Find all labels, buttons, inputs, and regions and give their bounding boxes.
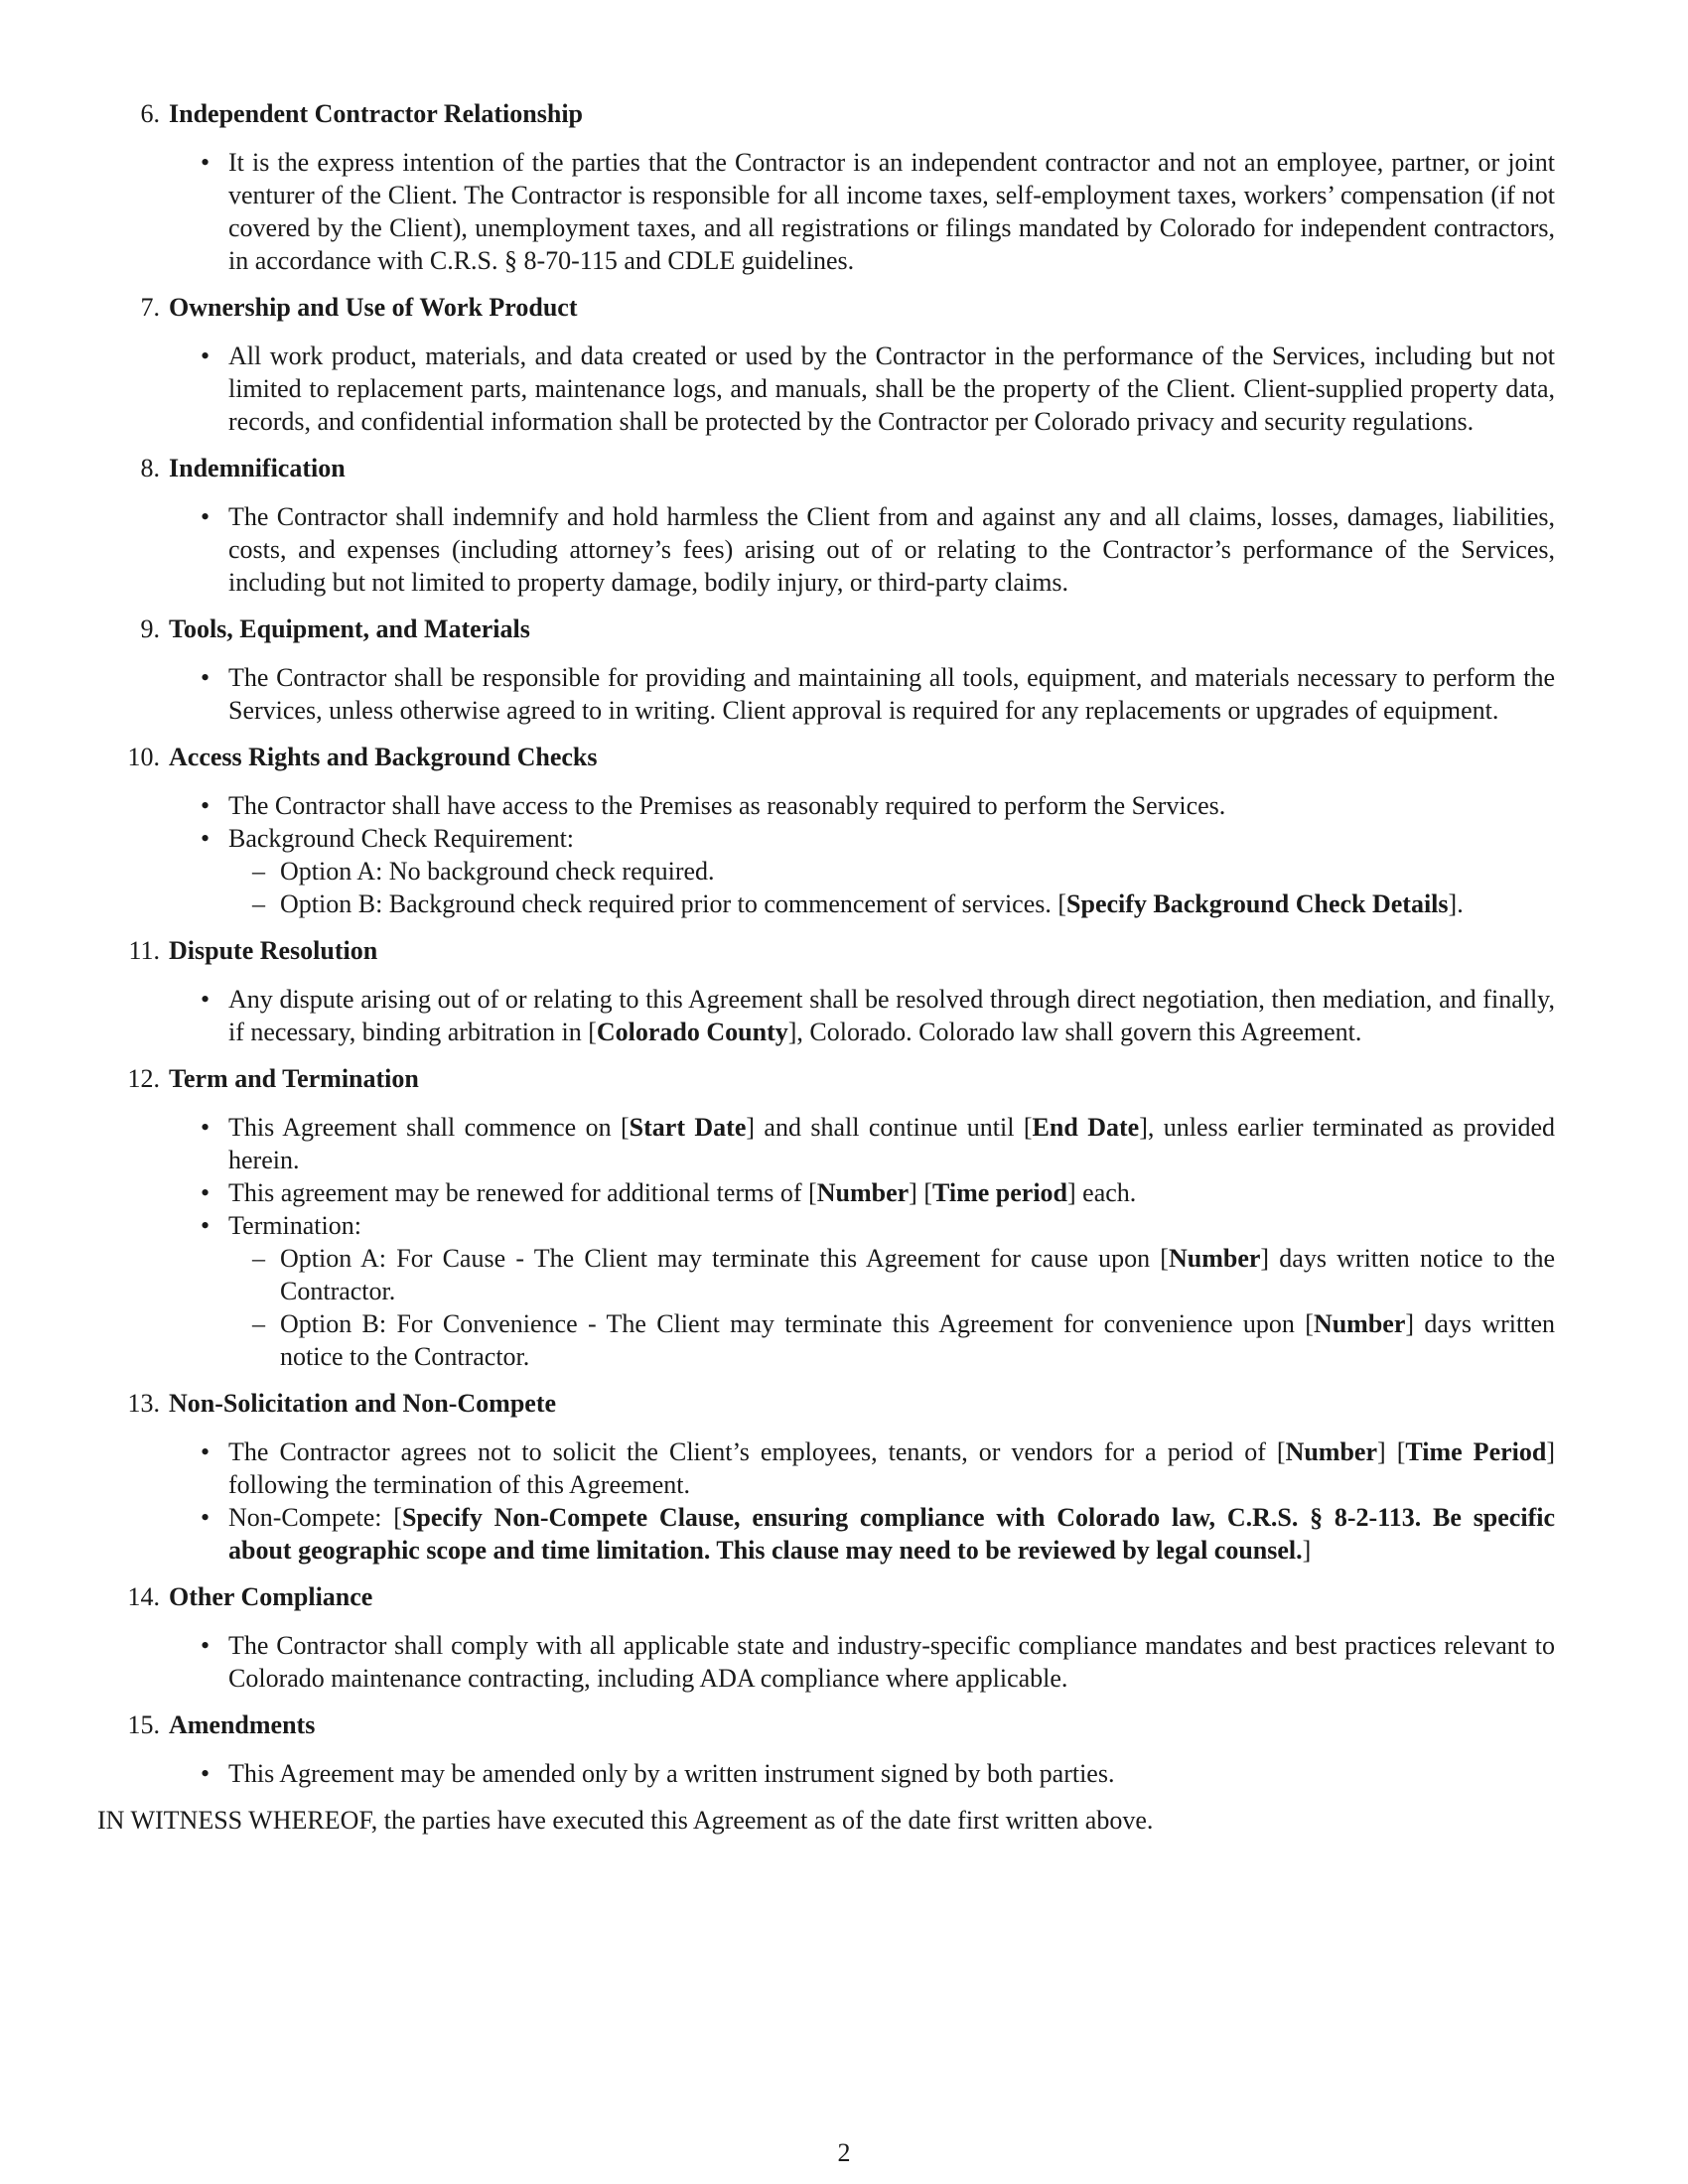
list-item: • All work product, materials, and data created or used by the Contractor in the performance of the Services, including but not limited to replacement parts, maintenance logs, and manuals, shall be the property of the Client. Client-supplied property data, records, and confidential information shall be protected by the Contractor per Colorado privacy and security regulations. — [228, 340, 1555, 438]
text-run: ] following the termination of this Agreement. — [228, 1437, 1556, 1499]
section-12 — [97, 1062, 1587, 1373]
sub-list-item — [280, 1307, 1555, 1373]
section-7 — [97, 291, 1587, 438]
section-title: Amendments — [169, 1710, 316, 1739]
list-item — [228, 1501, 1555, 1567]
sub-list-item — [280, 1242, 1555, 1307]
placeholder-text: Number — [816, 1178, 910, 1207]
section-number: 6. — [140, 99, 160, 128]
placeholder-text: Start Date — [629, 1113, 747, 1142]
list-item-text: Termination: — [228, 1211, 361, 1240]
section-number: 10. — [127, 743, 160, 771]
placeholder-text: End Date — [1032, 1113, 1140, 1142]
section-title: Ownership and Use of Work Product — [169, 293, 578, 322]
section-number: 14. — [127, 1582, 160, 1611]
section-title: Other Compliance — [169, 1582, 373, 1611]
text-run: This Agreement shall commence on [ — [228, 1113, 630, 1142]
list-item: • The Contractor shall indemnify and hold harmless the Client from and against any and all claims, losses, damages, liabilities, costs, and expenses (including attorney’s fees) arising out of or relating to the Contractor’s performance of the Services, including but not limited to property damage, bodily injury, or third-party claims. — [228, 500, 1555, 599]
text-run: ] days written notice to the Contractor. — [280, 1309, 1556, 1371]
list-item — [228, 1111, 1555, 1176]
text-run: Option A: For Cause - The Client may terminate this Agreement for cause upon [ — [280, 1244, 1169, 1273]
text-run: ] — [1302, 1536, 1312, 1565]
section-title: Dispute Resolution — [169, 936, 378, 965]
section-9 — [97, 613, 1587, 727]
placeholder-text: Number — [1168, 1244, 1261, 1273]
list-item: • It is the express intention of the parties that the Contractor is an independent contractor and not an employee, partner, or joint venturer of the Client. The Contractor is responsible for all income taxes, self-employment taxes, workers’ compensation (if not covered by the Client), unemployment taxes, and all registrations or filings mandated by Colorado for independent contractors, in accordance with C.R.S. § 8-70-115 and CDLE guidelines. — [228, 146, 1555, 277]
text-run: ] [ — [909, 1178, 932, 1207]
placeholder-text: Specify Non-Compete Clause, ensuring compliance with Colorado law, C.R.S. § 8-2-113. Be specific about geographic scope and time limitation. This clause may need to be reviewed by legal counsel. — [228, 1503, 1555, 1565]
sub-list-item — [280, 887, 1555, 920]
section-number: 11. — [128, 936, 160, 965]
section-title: Access Rights and Background Checks — [169, 743, 598, 771]
sub-list-item: – Option A: No background check required. — [280, 855, 1555, 887]
section-number: 9. — [140, 614, 160, 643]
text-run: ], unless earlier terminated as provided herein. — [228, 1113, 1555, 1174]
text-run: ]. — [1448, 889, 1464, 918]
list-item: • This Agreement may be amended only by a written instrument signed by both parties. — [228, 1757, 1555, 1790]
list-item: • The Contractor shall be responsible for providing and maintaining all tools, equipment, and materials necessary to perform the Services, unless otherwise agreed to in writing. Client approval is required for any replacements or upgrades of equipment. — [228, 661, 1555, 727]
text-run: ] and shall continue until [ — [746, 1113, 1033, 1142]
section-6 — [97, 97, 1587, 277]
list-item — [228, 983, 1555, 1048]
list-item — [228, 1209, 1555, 1373]
placeholder-text: Number — [1285, 1437, 1377, 1466]
text-run: ] days written notice to the Contractor. — [280, 1244, 1555, 1305]
document-body — [97, 97, 1587, 1837]
section-title: Indemnification — [169, 454, 346, 482]
section-number: 13. — [127, 1389, 160, 1418]
text-run: This agreement may be renewed for additional terms of [ — [228, 1178, 817, 1207]
witness-statement: IN WITNESS WHEREOF, the parties have executed this Agreement as of the date first written above. — [97, 1806, 1154, 1835]
placeholder-text: Specify Background Check Details — [1066, 889, 1449, 918]
placeholder-text: Colorado County — [596, 1018, 788, 1046]
list-item: • The Contractor shall have access to the Premises as reasonably required to perform the Services. — [228, 789, 1555, 822]
section-title: Term and Termination — [169, 1064, 419, 1093]
list-item-text: Background Check Requirement: — [228, 824, 575, 853]
text-run: The Contractor agrees not to solicit the Client’s employees, tenants, or vendors for a period of [ — [228, 1437, 1286, 1466]
section-title: Tools, Equipment, and Materials — [169, 614, 530, 643]
placeholder-text: Number — [1313, 1309, 1406, 1338]
section-8 — [97, 452, 1587, 599]
text-run: ] each. — [1067, 1178, 1137, 1207]
section-title: Non-Solicitation and Non-Compete — [169, 1389, 557, 1418]
placeholder-text: Time Period — [1405, 1437, 1547, 1466]
page-number: 2 — [837, 2138, 851, 2167]
list-item — [228, 1176, 1555, 1209]
section-number: 8. — [140, 454, 160, 482]
section-11 — [97, 934, 1587, 1048]
section-13 — [97, 1387, 1587, 1567]
section-10 — [97, 741, 1587, 920]
list-item — [228, 1435, 1555, 1501]
section-number: 15. — [127, 1710, 160, 1739]
list-item — [228, 822, 1555, 920]
text-run: Any dispute arising out of or relating to this Agreement shall be resolved through direct negotiation, then mediation, and finally, if necessary, binding arbitration in [ — [228, 985, 1555, 1046]
section-title: Independent Contractor Relationship — [169, 99, 584, 128]
section-number: 12. — [127, 1064, 160, 1093]
list-item: • The Contractor shall comply with all applicable state and industry-specific compliance mandates and best practices relevant to Colorado maintenance contracting, including ADA compliance where applicable. — [228, 1629, 1555, 1695]
text-run: Option B: For Convenience - The Client may terminate this Agreement for convenience upon [ — [280, 1309, 1314, 1338]
section-14 — [97, 1580, 1587, 1695]
placeholder-text: Time period — [931, 1178, 1068, 1207]
text-run: ], Colorado. Colorado law shall govern this Agreement. — [787, 1018, 1362, 1046]
text-run: Non-Compete: [ — [228, 1503, 402, 1532]
section-15 — [97, 1708, 1587, 1790]
section-number: 7. — [140, 293, 160, 322]
text-run: Option B: Background check required prior to commencement of services. [ — [280, 889, 1067, 918]
text-run: ] [ — [1377, 1437, 1406, 1466]
